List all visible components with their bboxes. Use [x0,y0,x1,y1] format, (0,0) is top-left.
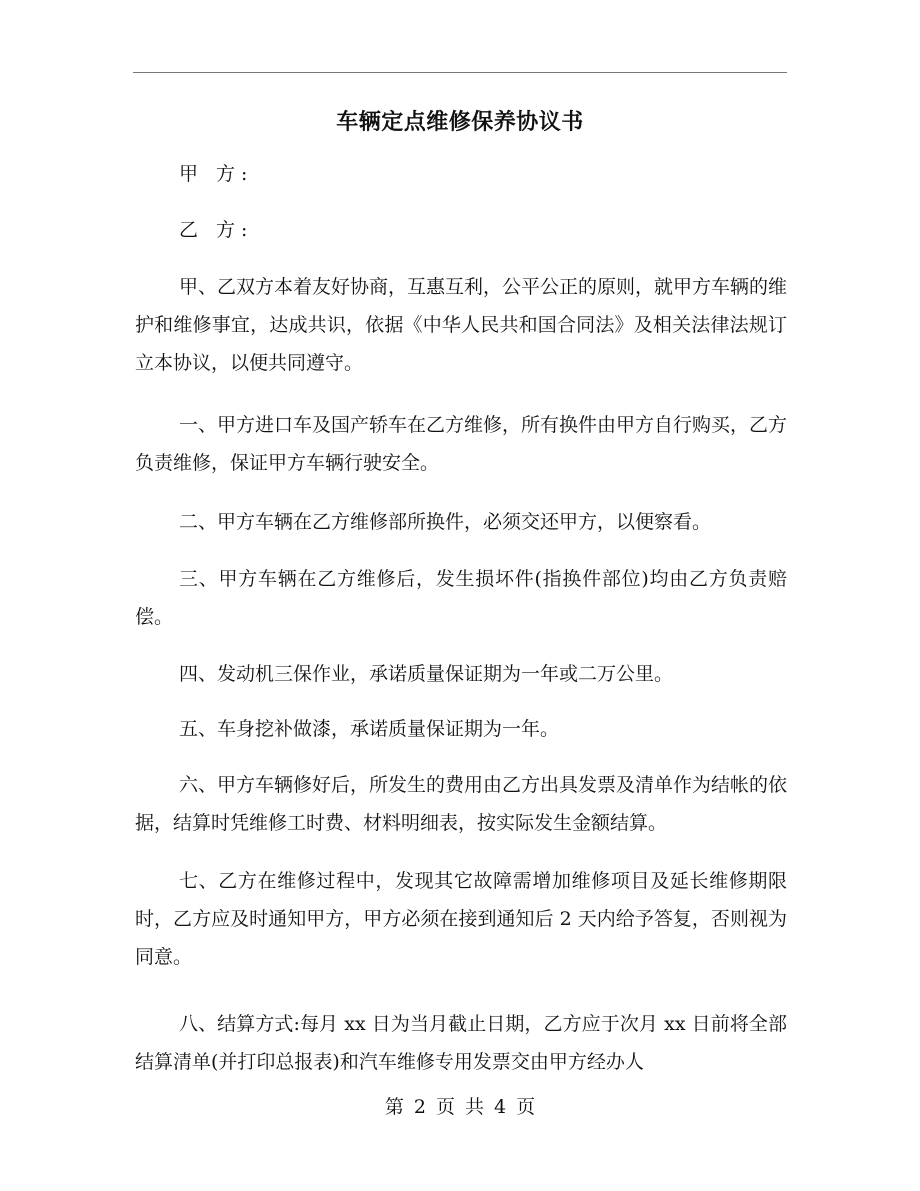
party-b-label: 乙 方: [179,219,254,241]
clause-6: 六、甲方车辆修好后，所发生的费用由乙方出具发票及清单作为结帐的依据，结算时凭维修工时费、材料明细表，按实际发生金额结算。 [135,774,788,834]
clause-5: 五、车身挖补做漆，承诺质量保证期为一年。 [179,718,560,740]
clause-1: 一、甲方进口车及国产轿车在乙方维修，所有换件由甲方自行购买，乙方负责维修，保证甲方车辆行驶安全。 [135,414,788,474]
page-number: 第 2 页 共 4 页 [384,1096,536,1118]
document-title: 车辆定点维修保养协议书 [336,110,584,135]
intro-paragraph: 甲、乙双方本着友好协商，互惠互利，公平公正的原则，就甲方车辆的维护和维修事宜，达成共识，依据《中华人民共和国合同法》及相关法律法规订立本协议，以便共同遵守。 [135,276,788,374]
header-rule [133,72,787,73]
clause-4: 四、发动机三保作业，承诺质量保证期为一年或二万公里。 [179,663,674,685]
clause-3: 三、甲方车辆在乙方维修后，发生损坏件(指换件部位)均由乙方负责赔偿。 [135,568,787,628]
clause-7: 七、乙方在维修过程中，发现其它故障需增加维修项目及延长维修期限时，乙方应及时通知甲方，甲方必须在接到通知后 2 天内给予答复，否则视为同意。 [135,870,787,968]
clause-8: 八、结算方式:每月 xx 日为当月截止日期，乙方应于次月 xx 日前将全部结算清单(并打印总报表)和汽车维修专用发票交由甲方经办人 [135,1013,787,1073]
clause-2: 二、甲方车辆在乙方维修部所换件，必须交还甲方，以便察看。 [179,511,712,533]
party-a-label: 甲 方: [179,163,254,185]
